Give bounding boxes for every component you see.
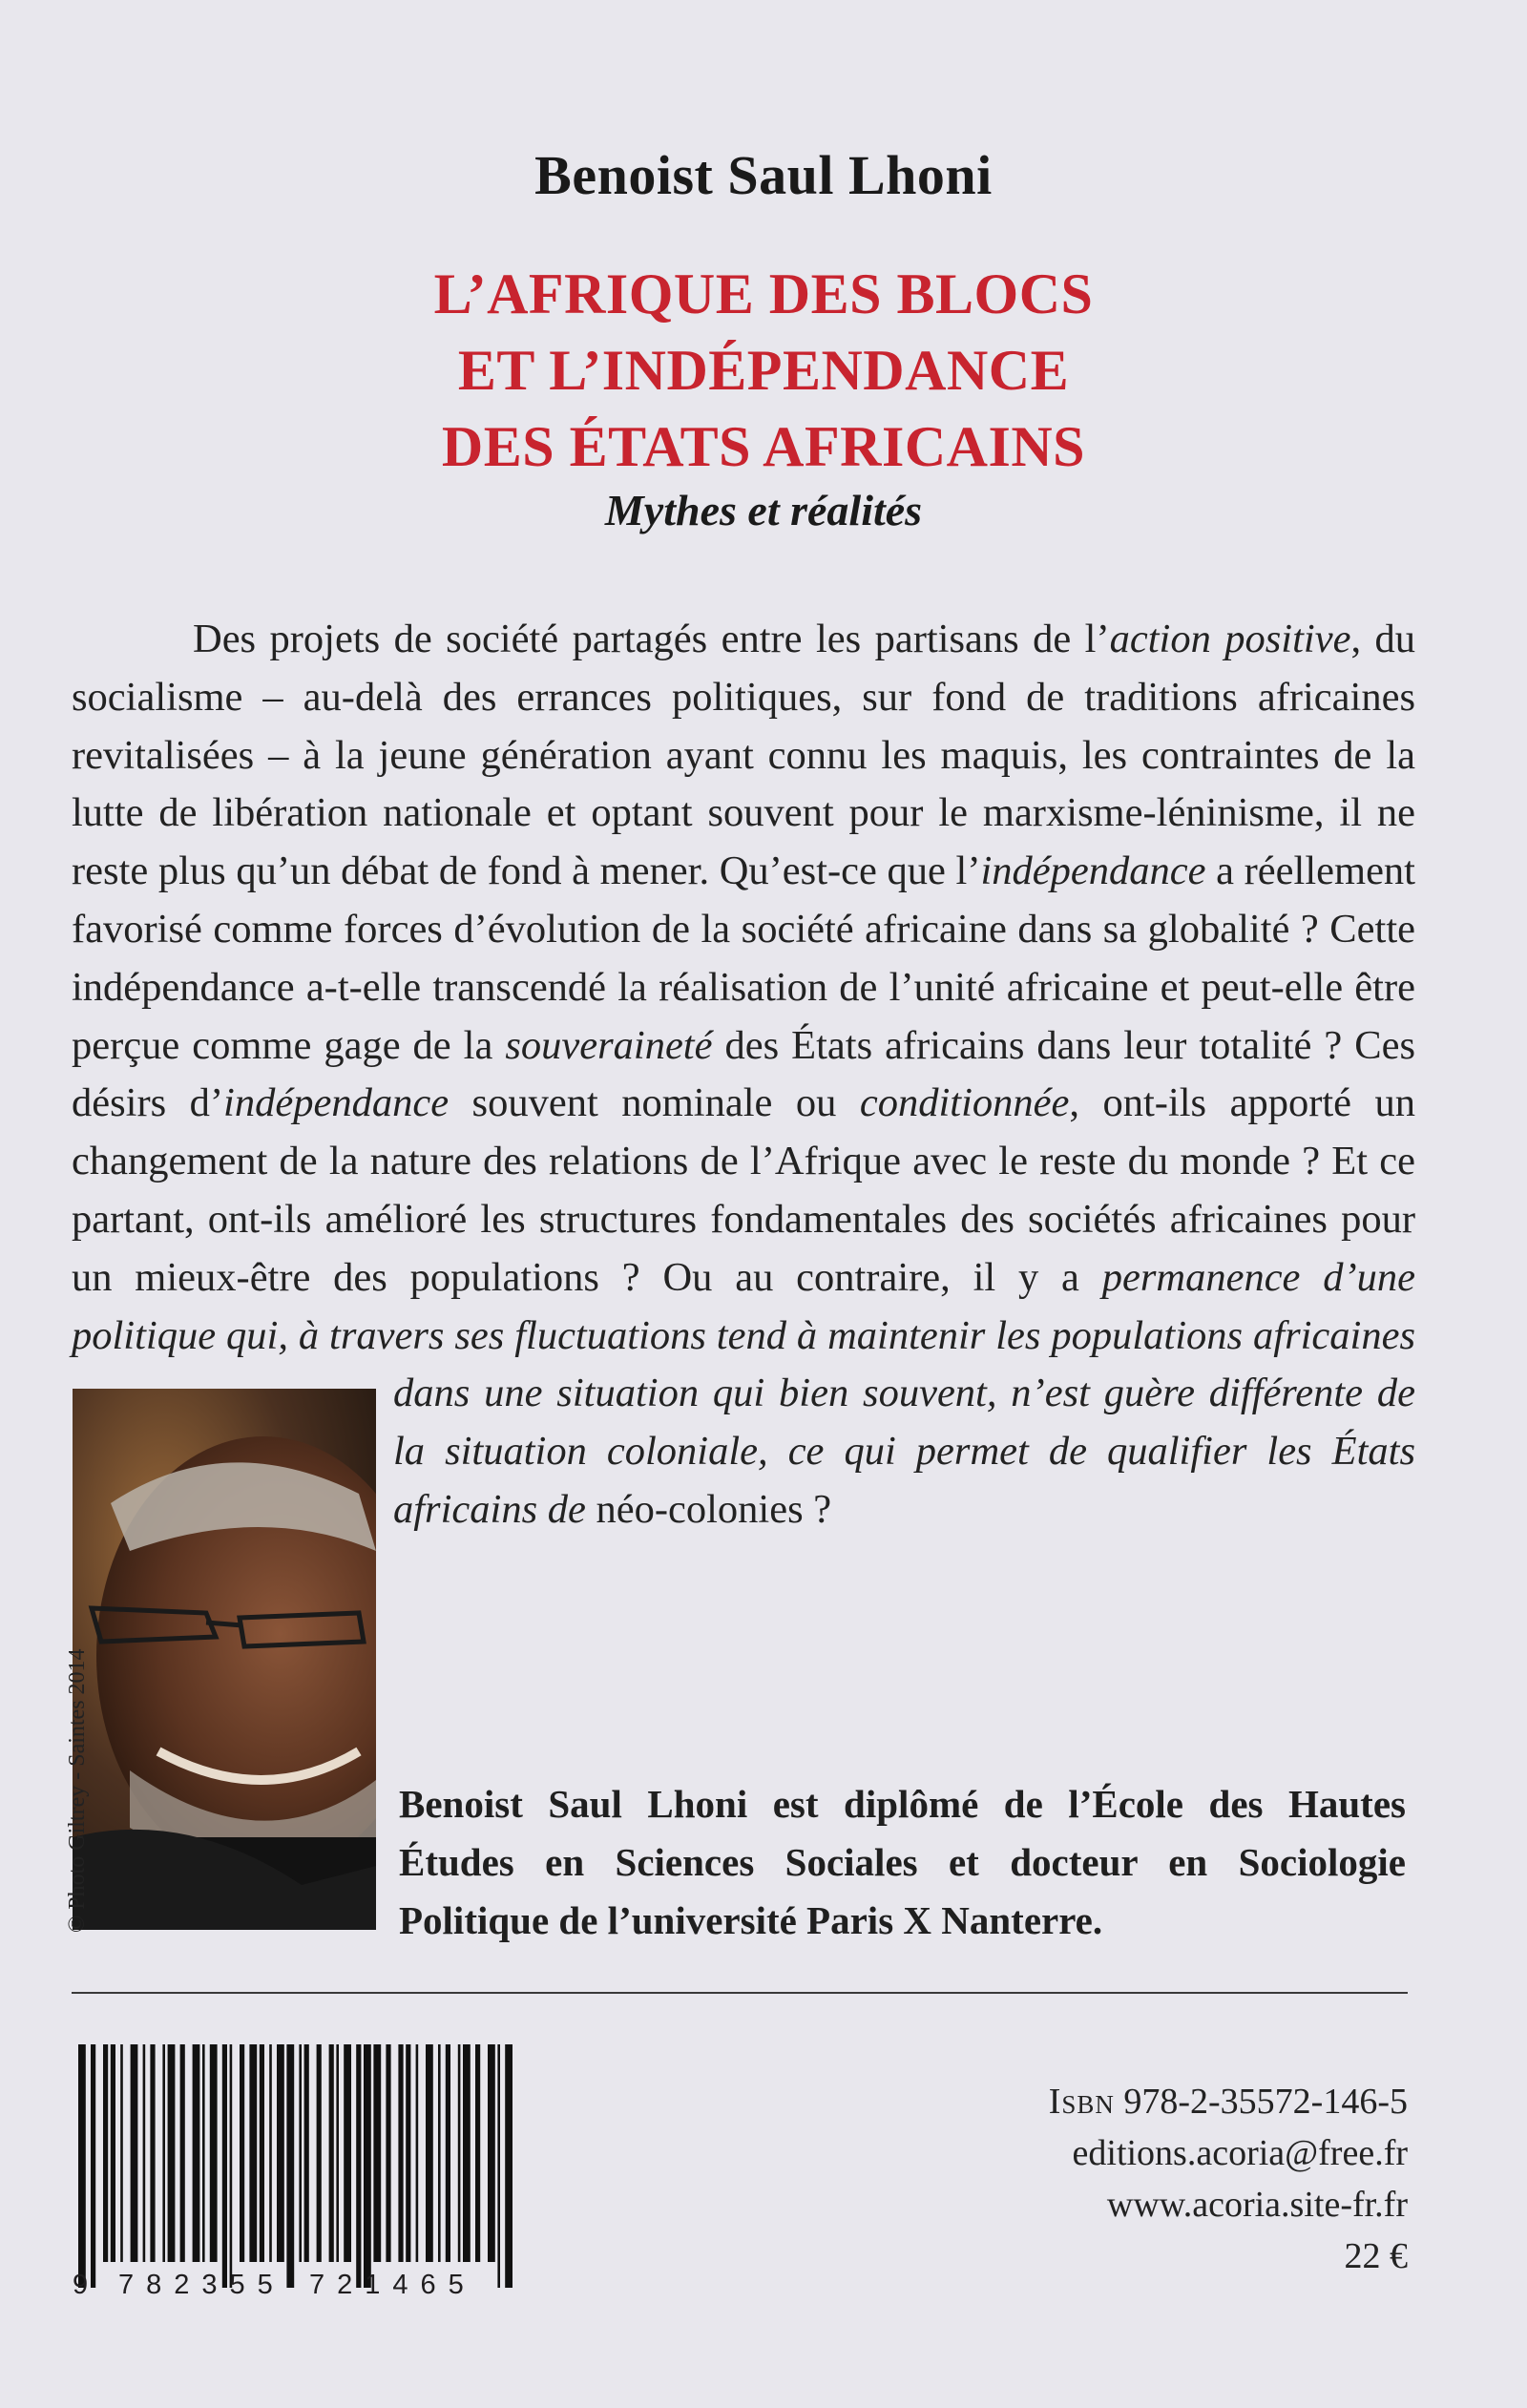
blurb-italic-segment: conditionnée — [859, 1080, 1070, 1126]
barcode-bar — [438, 2044, 441, 2262]
barcode-bar — [131, 2044, 138, 2262]
publisher-info — [1049, 2076, 1408, 2282]
barcode-bar — [103, 2044, 108, 2262]
barcode-bar — [426, 2044, 433, 2262]
barcode-bar — [497, 2044, 500, 2288]
title-line: ET L’INDÉPENDANCE — [457, 339, 1070, 402]
barcode-bar — [406, 2044, 410, 2262]
barcode-bar — [344, 2044, 351, 2262]
barcode-bar — [230, 2044, 233, 2288]
publisher-website: www.acoria.site-fr.fr — [1106, 2185, 1408, 2225]
barcode-bar — [143, 2044, 146, 2262]
barcode-digit-group-left: 782355 — [118, 2270, 285, 2300]
barcode-bar — [78, 2044, 86, 2288]
blurb-segment: souvent nominale ou — [449, 1080, 860, 1126]
book-title — [0, 256, 1527, 485]
title-line: DES ÉTATS AFRICAINS — [441, 415, 1086, 478]
author-bio: Benoist Saul Lhoni est diplômé de l’École des Hautes Études en Sciences Sociales et docteur en Sociologie Politique de l’université Paris X Nanterre. — [399, 1782, 1406, 1942]
barcode-bar — [505, 2044, 512, 2288]
barcode-bar — [168, 2044, 176, 2262]
barcode-bar — [162, 2044, 165, 2262]
photo-credit: © Photo Giltrey - Saintes 2014 — [65, 1648, 90, 1933]
price: 22 € — [1344, 2236, 1408, 2276]
barcode-bar — [488, 2044, 495, 2262]
barcode-bar — [299, 2044, 302, 2262]
barcode-bar — [336, 2044, 339, 2262]
book-subtitle: Mythes et réalités — [604, 486, 923, 534]
barcode-bar — [458, 2044, 461, 2262]
barcode-bar — [111, 2044, 115, 2262]
barcode-bar — [286, 2044, 294, 2288]
blurb-segment: , ont-ils apporté un changement de la nature des relations de l’Afrique avec le reste du monde ? Et ce partant, ont-ils amélioré les structures fondamentales des sociétés africaines pour un mieux-être des populations ? Ou au contraire, il y a — [72, 1080, 1415, 1300]
barcode-bar — [120, 2044, 123, 2262]
barcode-bar — [91, 2044, 95, 2288]
barcode-bar — [277, 2044, 284, 2262]
barcode-bar — [356, 2044, 361, 2288]
blurb-italic-segment: indépendance — [223, 1080, 450, 1126]
barcode-bars — [78, 2044, 512, 2288]
barcode-bar — [416, 2044, 419, 2262]
barcode-bar — [222, 2044, 227, 2288]
isbn-label: Isbn — [1048, 2082, 1115, 2122]
barcode-bar — [475, 2044, 480, 2262]
barcode-bar — [240, 2044, 244, 2262]
barcode-bar — [304, 2044, 309, 2262]
barcode-bar — [446, 2044, 450, 2262]
isbn-number: 978-2-35572-146-5 — [1123, 2082, 1408, 2122]
blurb-segment: , du socialisme – au-delà des errances politiques, sur fond de traditions africaines revitalisées – à la jeune génération ayant connu les maquis, les contraintes de la lutte de libération nationale et optant souvent pour le marxisme-léninisme, il ne reste plus qu’un débat de fond à mener. Qu’est-ce que l’ — [72, 617, 1416, 894]
blurb-italic-segment: indépendance — [980, 848, 1206, 894]
barcode-bar — [364, 2044, 371, 2288]
barcode-bar — [373, 2044, 381, 2262]
blurb-segment: des États africains dans leur totalité ? Ces désirs d’ — [72, 1022, 1415, 1126]
author-photo — [73, 1389, 376, 1930]
blurb-italic-segment: action positive — [1109, 617, 1351, 661]
barcode-bar — [210, 2044, 218, 2262]
barcode-bar — [260, 2044, 264, 2262]
author-portrait-image — [73, 1389, 376, 1930]
barcode-bar — [398, 2044, 403, 2262]
blurb-italic-segment: permanence d’une politique qui, à travers ses fluctuations tend à maintenir les populations africaines dans une situation qui bien souvent, n’est guère différente de la situation coloniale, ce qui permet de qualifier les États africains de — [72, 1254, 1415, 1532]
title-line: L’AFRIQUE DES BLOCS — [433, 262, 1094, 325]
blurb-segment: néo-colonies ? — [585, 1486, 832, 1532]
barcode-bar — [202, 2044, 205, 2262]
barcode-bar — [180, 2044, 185, 2262]
barcode-bar — [269, 2044, 272, 2262]
barcode-bar — [317, 2044, 322, 2262]
barcode-digit-group-right: 721465 — [309, 2270, 476, 2300]
blurb-italic-segment: souveraineté — [505, 1022, 713, 1068]
barcode-bar — [463, 2044, 471, 2262]
barcode-bar — [193, 2044, 200, 2262]
blurb-segment: Des projets de société partagés entre les partisans de l’ — [193, 617, 1110, 661]
barcode-bar — [329, 2044, 334, 2262]
barcode-digit-prefix: 9 — [73, 2270, 89, 2300]
blurb-segment: a réellement favorisé comme forces d’évolution de la société africaine dans sa globalité ? Cette indépendance a-t-elle transcendé la réalisation de l’unité africaine et peut-elle être perçue comme gage de la — [72, 848, 1415, 1068]
barcode-bar — [249, 2044, 257, 2262]
divider-line — [72, 1992, 1408, 1994]
isbn-line — [1049, 2076, 1408, 2127]
publisher-email: editions.acoria@free.fr — [1072, 2133, 1408, 2173]
barcode-bar — [386, 2044, 390, 2262]
author-name: Benoist Saul Lhoni — [534, 144, 993, 206]
barcode-bar — [150, 2044, 155, 2262]
